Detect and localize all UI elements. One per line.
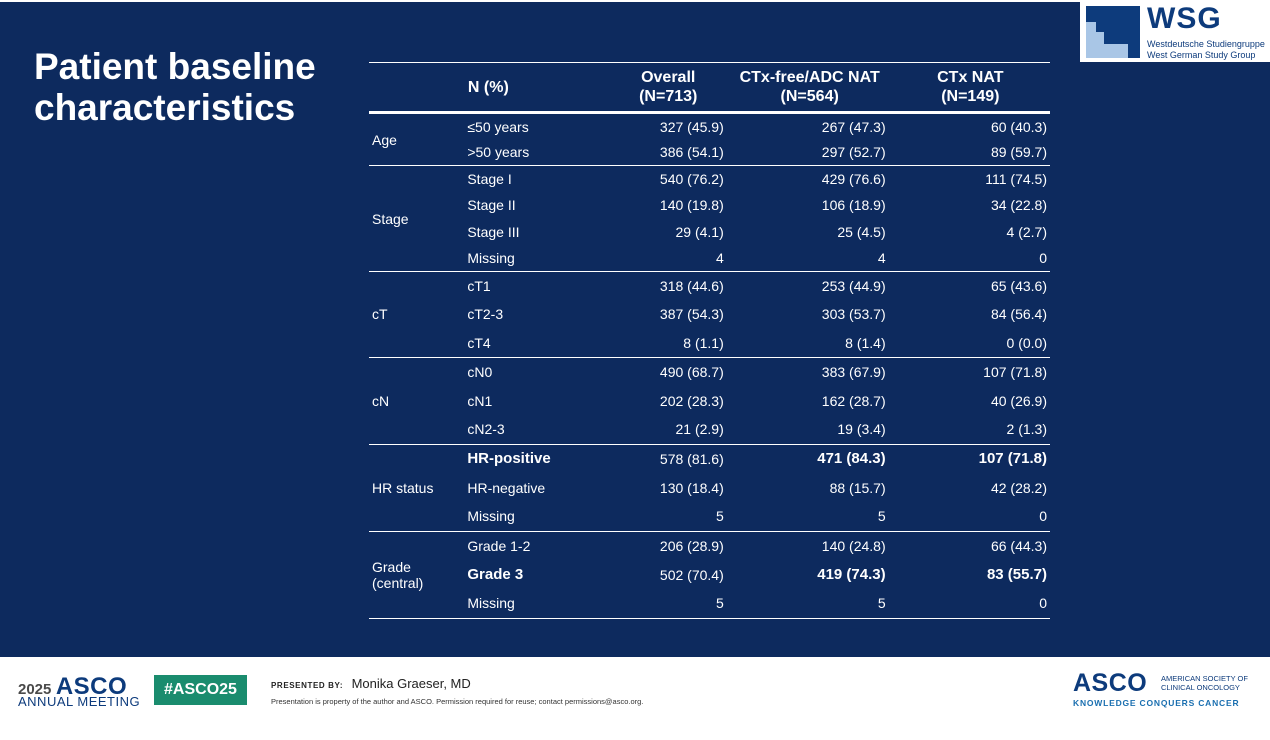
cell-ctx-nat: 111 (74.5): [985, 171, 1047, 187]
row-label: cT4: [464, 329, 607, 358]
cell-ctx-nat: 60 (40.3): [990, 118, 1047, 135]
cell-ctx-nat: 107 (71.8): [983, 363, 1047, 380]
meeting-year: 2025: [18, 681, 52, 698]
table-row: [369, 589, 1050, 618]
cell-ctx-nat: 0: [891, 502, 1050, 531]
cell-ctx-free: 25 (4.5): [837, 223, 886, 240]
cell-ctx-free: 8 (1.4): [729, 329, 891, 358]
cell-ctx-free: 5: [729, 589, 891, 618]
table-header-row: [369, 63, 1050, 113]
wsg-logo-subtitle-de: Westdeutsche Studiengruppe: [1147, 39, 1265, 49]
wsg-logo-subtitle-en: West German Study Group: [1147, 50, 1256, 60]
row-label: HR-positive: [467, 450, 551, 468]
header-ctx-nat: CTx NAT (N=149): [891, 63, 1050, 113]
slide-background: [0, 2, 1270, 657]
cell-ctx-free: 4: [729, 245, 891, 272]
row-label: cN0: [467, 363, 493, 380]
cell-ctx-free: 19 (3.4): [729, 415, 891, 444]
cell-ctx-nat: 66 (44.3): [990, 537, 1047, 554]
cell-ctx-free: 429 (76.6): [821, 171, 886, 187]
cell-ctx-nat: 4 (2.7): [1006, 223, 1047, 240]
row-label: cT2-3: [467, 306, 504, 323]
row-label: Stage III: [467, 223, 520, 240]
table-row: [369, 300, 1050, 329]
table-body: [369, 113, 1050, 619]
cell-ctx-free: 253 (44.9): [821, 278, 886, 294]
cell-overall: 140 (19.8): [659, 197, 724, 214]
table-row: [369, 139, 1050, 166]
category-label: Grade (central): [369, 531, 464, 618]
cell-ctx-free: 106 (18.9): [821, 197, 886, 214]
table-row: [369, 415, 1050, 444]
cell-ctx-nat: 0 (0.0): [891, 329, 1050, 358]
asco-org-logo: [1073, 669, 1248, 708]
cell-overall: 8 (1.1): [608, 329, 729, 358]
cell-ctx-nat: 0: [891, 245, 1050, 272]
cell-ctx-free: 162 (28.7): [821, 392, 886, 409]
table-row: [369, 272, 1050, 301]
table-row: [369, 219, 1050, 246]
row-label: ≤50 years: [467, 118, 529, 135]
header-overall: Overall (N=713): [608, 63, 729, 113]
presenter-name: Monika Graeser, MD: [351, 676, 471, 691]
wsg-logo-mark-icon: [1086, 6, 1140, 58]
row-label: Missing: [464, 502, 607, 531]
table-row: [369, 357, 1050, 386]
row-label: Missing: [464, 245, 607, 272]
cell-overall: 21 (2.9): [608, 415, 729, 444]
cell-ctx-free: 5: [729, 502, 891, 531]
presented-by-label: PRESENTED BY:: [271, 681, 344, 690]
cell-ctx-nat: 42 (28.2): [990, 479, 1047, 496]
cell-ctx-free: 140 (24.8): [821, 537, 886, 554]
header-ctx-free: CTx-free/ADC NAT (N=564): [729, 63, 891, 113]
cell-overall: 130 (18.4): [659, 479, 724, 496]
row-label: Missing: [464, 589, 607, 618]
table-row: [369, 473, 1050, 502]
row-label: Stage II: [467, 197, 516, 214]
cell-ctx-free: 303 (53.7): [821, 306, 886, 323]
table-row: [369, 166, 1050, 193]
disclaimer: Presentation is property of the author and ASCO. Permission required for reuse; contact permissions@asco.org.: [271, 697, 644, 706]
cell-ctx-free: 88 (15.7): [829, 479, 886, 496]
table-row: [369, 444, 1050, 473]
row-label: HR-negative: [467, 479, 546, 496]
baseline-table: [369, 62, 1050, 619]
footer: [0, 657, 1270, 740]
cell-overall: 578 (81.6): [659, 450, 724, 467]
cell-ctx-nat: 2 (1.3): [891, 415, 1050, 444]
asco-org-full-name: AMERICAN SOCIETY OF CLINICAL ONCOLOGY: [1161, 674, 1248, 692]
cell-overall: 327 (45.9): [659, 118, 724, 135]
row-label: Stage I: [467, 171, 512, 187]
table-row: [369, 560, 1050, 589]
row-label: Grade 3: [467, 566, 524, 583]
table-row: [369, 329, 1050, 358]
cell-ctx-free: 267 (47.3): [821, 118, 886, 135]
slide-title: Patient baseline characteristics: [34, 46, 316, 128]
cell-ctx-free: 297 (52.7): [729, 139, 891, 166]
row-label: >50 years: [464, 139, 607, 166]
cell-ctx-free: 383 (67.9): [821, 363, 886, 380]
header-n-percent: N (%): [369, 63, 608, 113]
cell-overall: 502 (70.4): [659, 566, 724, 583]
row-label: cT1: [467, 278, 491, 294]
cell-ctx-nat: 83 (55.7): [986, 566, 1047, 583]
cell-ctx-nat: 65 (43.6): [990, 278, 1047, 294]
category-label: HR status: [369, 444, 464, 531]
wsg-logo: [1080, 2, 1270, 62]
cell-overall: 5: [608, 502, 729, 531]
row-label: cN1: [467, 392, 493, 409]
meeting-asco: ASCO: [55, 673, 128, 700]
table-row: [369, 386, 1050, 415]
table-row: [369, 192, 1050, 219]
table-row: [369, 113, 1050, 140]
category-label: Stage: [369, 166, 464, 272]
table-row: [369, 531, 1050, 560]
cell-ctx-nat: 34 (22.8): [990, 197, 1047, 214]
cell-overall: 318 (44.6): [659, 278, 724, 294]
category-label: cN: [369, 357, 464, 444]
row-label: Grade 1-2: [467, 537, 531, 554]
cell-overall: 202 (28.3): [659, 392, 724, 409]
asco-tagline: KNOWLEDGE CONQUERS CANCER: [1073, 698, 1240, 708]
cell-overall: 29 (4.1): [675, 223, 724, 240]
cell-ctx-free: 471 (84.3): [817, 450, 886, 468]
category-label: Age: [369, 113, 464, 166]
category-label: cT: [369, 272, 464, 358]
row-label: cN2-3: [464, 415, 607, 444]
cell-overall: 540 (76.2): [659, 171, 724, 187]
wsg-logo-name: WSG: [1147, 2, 1222, 35]
cell-overall: 5: [608, 589, 729, 618]
cell-ctx-nat: 89 (59.7): [891, 139, 1050, 166]
cell-overall: 490 (68.7): [659, 363, 724, 380]
table-row: [369, 502, 1050, 531]
annual-meeting-label: ANNUAL MEETING: [18, 694, 141, 709]
table-row: [369, 245, 1050, 272]
cell-ctx-nat: 84 (56.4): [990, 306, 1047, 323]
cell-overall: 206 (28.9): [659, 537, 724, 554]
cell-ctx-nat: 107 (71.8): [978, 450, 1047, 468]
cell-ctx-free: 419 (74.3): [817, 566, 886, 583]
cell-overall: 386 (54.1): [608, 139, 729, 166]
asco-org-name: ASCO: [1073, 669, 1148, 697]
hashtag-badge: #ASCO25: [154, 675, 247, 705]
cell-ctx-nat: 0: [891, 589, 1050, 618]
cell-ctx-nat: 40 (26.9): [990, 392, 1047, 409]
cell-overall: 4: [608, 245, 729, 272]
presented-by: [271, 675, 471, 693]
cell-overall: 387 (54.3): [659, 306, 724, 323]
